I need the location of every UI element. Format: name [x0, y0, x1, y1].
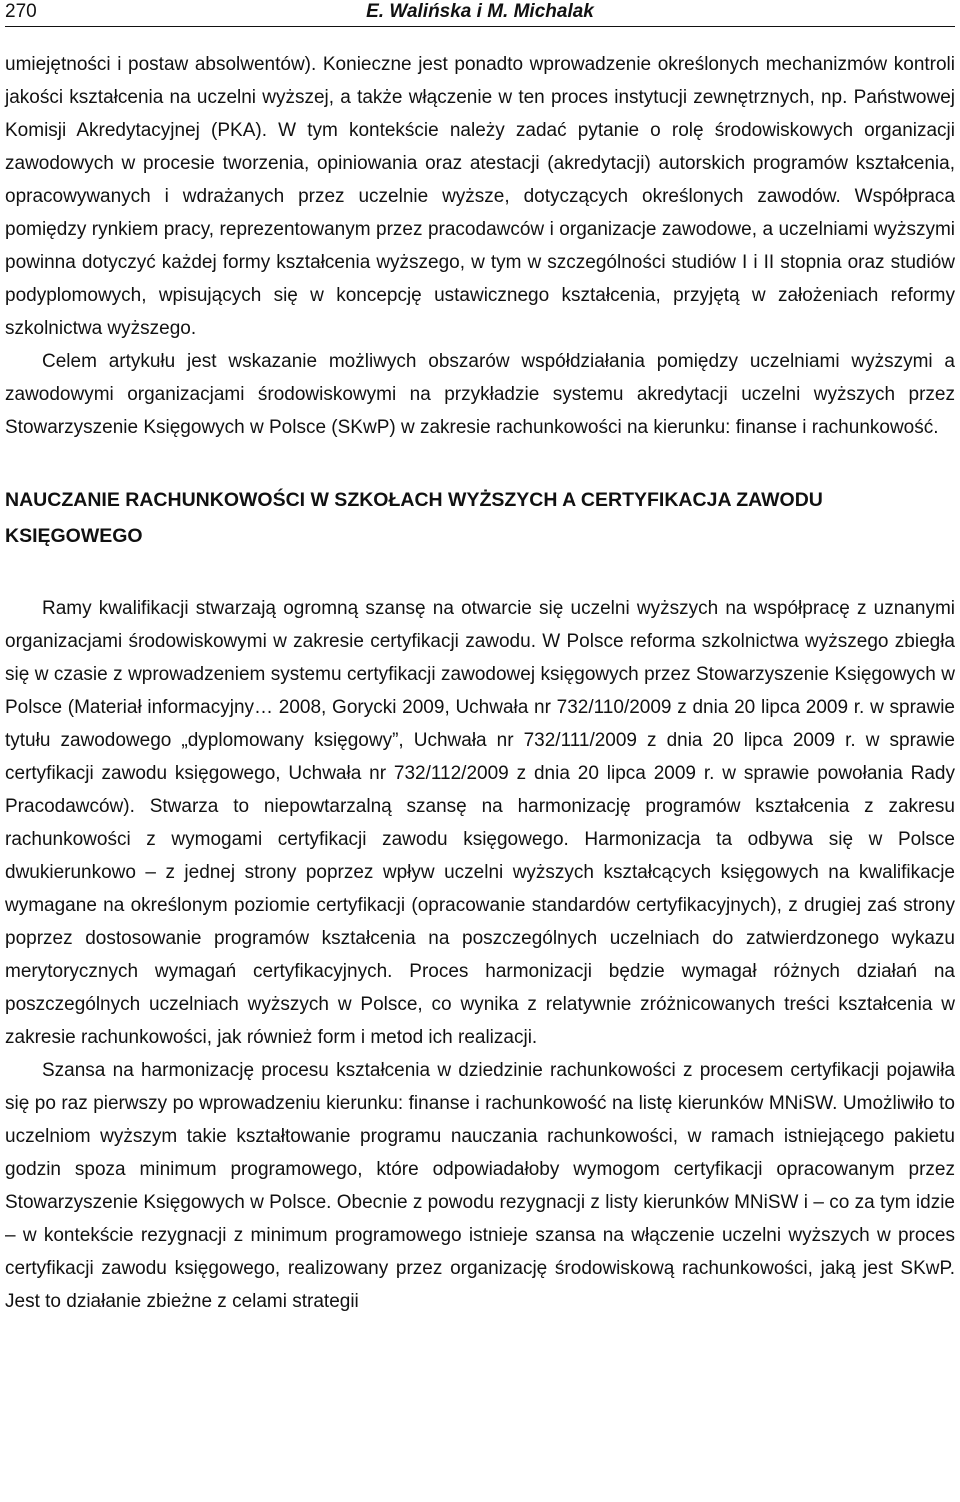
- header-divider: [5, 26, 955, 27]
- paragraph-continued: umiejętności i postaw absolwentów). Konieczne jest ponadto wprowadzenie określonych mechanizmów kontroli jakości kształcenia na uczelni wyższej, a także włączenie w ten proces instytucji zewnętrznych, np. Państwowej Komisji Akredytacyjnej (PKA). W tym kontekście należy zadać pytanie o rolę środowiskowych organizacji zawodowych w procesie tworzenia, opiniowania oraz atestacji (akredytacji) autorskich programów kształcenia, opracowywanych i wdrażanych przez uczelnie wyższe, dotyczących określonych zawodów. Współpraca pomiędzy rynkiem pracy, reprezentowanym przez pracodawców i organizacje zawodowe, a uczelniami wyższymi powinna dotyczyć każdej formy kształcenia wyższego, w tym w szczególności studiów I i II stopnia oraz studiów podyplomowych, wpisujących się w koncepcję ustawicznego kształcenia, przyjętą w założeniach reformy szkolnictwa wyższego.: [5, 54, 955, 339]
- page-header: [5, 0, 955, 26]
- article-body: [5, 48, 955, 1318]
- section-heading: NAUCZANIE RACHUNKOWOŚCI W SZKOŁACH WYŻSZYCH A CERTYFIKACJA ZAWODU KSIĘGOWEGO: [5, 489, 823, 547]
- paragraph-harmonization-opportunity: Szansa na harmonizację procesu kształcenia w dziedzinie rachunkowości z procesem certyfikacji pojawiła się po raz pierwszy po wprowadzeniu kierunku: finanse i rachunkowość na listę kierunków MNiSW. Umożliwiło to uczelniom wyższym takie kształtowanie programu nauczania rachunkowości, w ramach istniejącego pakietu godzin spoza minimum programowego, które odpowiadałoby wymogom certyfikacji opracowanym przez Stowarzyszenie Księgowych w Polsce. Obecnie z powodu rezygnacji z listy kierunków MNiSW i – co za tym idzie – w kontekście rezygnacji z minimum programowego istnieje szansa na włączenie uczelni wyższych w proces certyfikacji zawodu księgowego, realizowany przez organizację środowiskową rachunkowości, jaką jest SKwP. Jest to działanie zbieżne z celami strategii: [5, 1060, 955, 1312]
- page-number: 270: [5, 1, 37, 22]
- running-title: E. Walińska i M. Michalak: [366, 1, 594, 22]
- paragraph-article-aim: Celem artykułu jest wskazanie możliwych obszarów współdziałania pomiędzy uczelniami wyższymi a zawodowymi organizacjami środowiskowymi na przykładzie systemu akredytacji uczelni wyższych przez Stowarzyszenie Księgowych w Polsce (SKwP) w zakresie rachunkowości na kierunku: finanse i rachunkowość.: [5, 351, 955, 438]
- paragraph-qualification-frameworks: Ramy kwalifikacji stwarzają ogromną szansę na otwarcie się uczelni wyższych na współpracę z uznanymi organizacjami środowiskowymi w zakresie certyfikacji zawodu. W Polsce reforma szkolnictwa wyższego zbiegła się w czasie z wprowadzeniem systemu certyfikacji zawodowej księgowych przez Stowarzyszenie Księgowych w Polsce (Materiał informacyjny… 2008, Gorycki 2009, Uchwała nr 732/110/2009 z dnia 20 lipca 2009 r. w sprawie tytułu zawodowego „dyplomowany księgowy”, Uchwała nr 732/111/2009 z dnia 20 lipca 2009 r. w sprawie certyfikacji zawodu księgowego, Uchwała nr 732/112/2009 z dnia 20 lipca 2009 r. w sprawie powołania Rady Pracodawców). Stwarza to niepowtarzalną szansę na harmonizację programów kształcenia z zakresu rachunkowości z wymogami certyfikacji zawodu księgowego. Harmonizacja ta odbywa się w Polsce dwukierunkowo – z jednej strony poprzez wpływ uczelni wyższych kształcących księgowych na kwalifikacje wymagane na określonym poziomie certyfikacji (opracowanie standardów certyfikacyjnych), z drugiej zaś strony poprzez dostosowanie programów kształcenia na poszczególnych uczelniach do zatwierdzonego wykazu merytorycznych wymagań certyfikacyjnych. Proces harmonizacji będzie wymagał różnych działań na poszczególnych uczelniach wyższych w Polsce, co wynika z relatywnie zróżnicowanych treści kształcenia w zakresie rachunkowości, jak również form i metod ich realizacji.: [5, 598, 955, 1048]
